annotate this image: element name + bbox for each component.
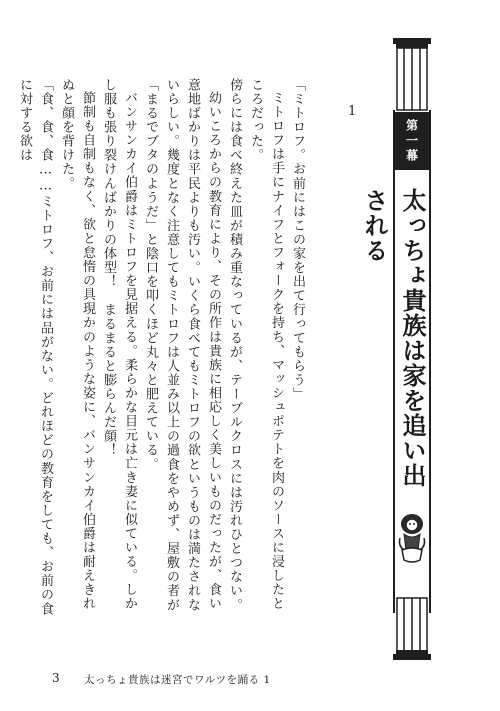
paragraph: 節制も自制もなく、欲と怠惰の具現かのような姿に、バンサンカイ伯爵は耐えきれぬと顔を背けた。	[59, 78, 95, 611]
chapter-label: 第一幕	[393, 112, 431, 170]
footer-book-title: 太っちょ貴族は迷宮でワルツを踊る 1	[84, 674, 271, 686]
lion-crest-icon	[396, 510, 428, 566]
paragraph: 幼いころからの教育により、その所作は貴族に相応しく美しいものだったが、食い意地ばかりは平民よりも汚い。いくら食べてもミトロフの欲というものは満たされないらしい。幾度となく注意してもミトロフは人並み以上の過食をやめず、屋敷の者が「まるでブタのようだ」と陰口を叩くほど丸々と肥えている。	[143, 78, 221, 612]
footer-page-number: 3	[52, 671, 60, 685]
paragraph: 傍らには食べ終えた皿が積み重なっているが、テーブルクロスには汚れひとつない。	[227, 78, 242, 612]
paragraph: バンサンカイ伯爵はミトロフを見据える。柔らかな目元は亡き妻に似ている。しかし服も張り裂けんばかりの体型！ まるまると膨らんだ顔！	[101, 78, 137, 611]
chapter-title: 太っちょ貴族は家を追い出される	[360, 188, 427, 488]
paragraph: 「食、食、食……ミトロフ、お前には品がない。どれほどの教育をしても、お前の食に対する欲は	[17, 78, 53, 616]
section-number: 1	[348, 104, 357, 119]
body-text	[17, 78, 308, 623]
paragraph: ミトロフは手にナイフとフォークを持ち、マッシュポテトを肉のソースに浸したところだった。	[248, 78, 284, 611]
paragraph: 「ミトロフ。お前にはこの家を出て行ってもらう」	[290, 78, 305, 402]
